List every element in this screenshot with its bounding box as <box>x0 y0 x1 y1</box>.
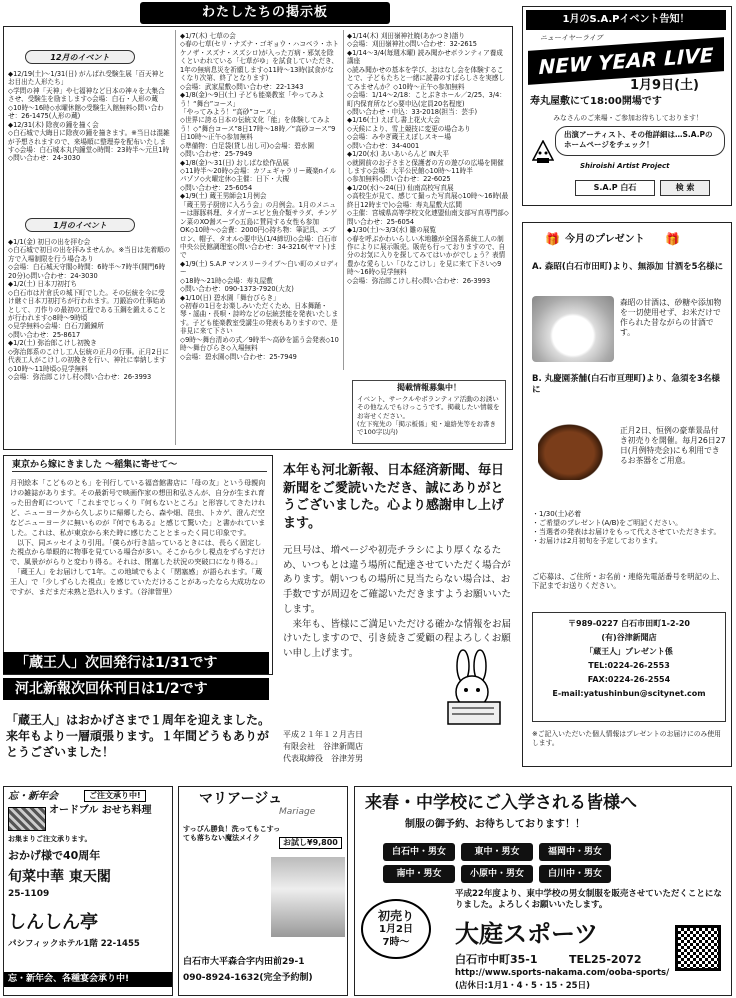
present-heading: 今月のプレゼント <box>565 234 645 245</box>
present-item-a-desc: 森昭の甘酒は、砂糖や添加物を一切使用せず、お米だけで作られた昔ながらの甘酒です。 <box>620 298 722 337</box>
board-title-text: わたしたちの掲示板 <box>201 4 328 20</box>
sap-venue: 寿丸屋敷にて18:00開場です <box>530 96 662 107</box>
greeting-rep: 代表取締役 谷津芳男 <box>283 754 363 763</box>
school-minami: 南中・男女 <box>383 865 455 883</box>
ad1-hotel: パシフィックホテル1階 22-1455 <box>8 939 140 949</box>
newspaper-rabbit-icon <box>438 648 508 728</box>
ad3-holiday: (店休日:1月1・4・5・15・25日) <box>455 981 590 991</box>
sap-logo-text: Shiroishi Artist Project <box>580 162 670 170</box>
january-events-col2: ◆1/7(木) 七草の会 ◇春の七草(セリ・ナズナ・ゴギョウ・ハコベラ・ホトケノザ・スズナ・スズシロ)が入った万病・邪気を除くといわれている「七草がゆ」を試食していただき、1年の無病息災を祈願します◇11時〜13時(試食がなくなり次第、終了となります) ◇会場：武家屋敷◇問い合わせ：22-1343 ◆1/8(金)〜9日(土) 子ども能楽教室「やってみよう！“舞台”コース」 「やってみよう！“高砂”コース」 ◇世界に誇る日本の伝統文化「能」を体験してみよう！◇“舞台コース”8日17時〜18時／“高砂コース”9日10時〜正午◇参加無料 ◇準備物：白足袋(貸し出し可)◇会場：碧水園 ◇問い合わせ：25-7949 ◆1/8(金)〜31(日) おしばな絵作品展 ◇11時半〜20時◇会場：カフェギャラリー蔵楽nイルパゾソ◇火曜定休◇主催：日下・大槻 ◇問い合わせ：25-6054 ◆1/9(土) 蔵王男師会1月例会 「蔵王男子厨房に入ろう会」の月例会。1月のメニューは豚豚料理、タイガーエビと魚介類サラダ、チンゲン菜のXO醤スープ◇五島に賛同する女性も参加OK◇10時〜◇会費：2000円◇持ち物：筆記具、エプロン、帽子、タオル◇要申込(1/4締切)◇会場：白石市中央公民館調理室◇問い合わせ：34-3216(ヤマト)まで ◆1/9(土) S.A.P マンスリーライブ〜白い町のメロディー ◇18時〜21時◇会場：寿丸屋敷 ◇問い合わせ：090-1373-7920(大友) ◆1/10(日) 碧水園「舞台びらき」 ◇初春の1日をお楽しみいただくため、日本舞踊・琴・謡曲・長唄・詩吟などの伝統芸能を発表いたします。子ども能楽教室受講生の発表もありますので、是非見に来て下さい ◇9時〜舞台清めの式／9時半〜高砂を謡う会発表◇10時〜舞台びらき◇入場無料 ◇会場：碧水園◇問い合わせ：25-7949 <box>180 32 340 361</box>
school-shirakawa: 白川中・男女 <box>539 865 611 883</box>
ad1-top: 忘・新年会 <box>8 791 58 802</box>
ad3-addr: 白石市中町35-1 <box>455 953 538 966</box>
ad1-tel: 25-1109 <box>8 889 50 899</box>
ad3-hatsu-time: 7時〜 <box>382 936 410 948</box>
recruit-box <box>352 380 506 444</box>
ad1-shop2: しんしん亭 <box>8 912 98 933</box>
kyusu-image <box>538 420 608 480</box>
holiday-band: 河北新報次回休刊日は1/2です <box>3 678 269 700</box>
greeting-body: 元旦号は、増ページや初売チラシにより厚くなるため、いつもとは違う場所に配達させていただく場合があります。朝いつもの場所に見当たらない場合は、お手数ですが周辺をご確認いただきますようお願いいたします。 来年も、皆様にご満足いただける確かな情報をお届けいたしますので、引き続きご愛顧の程よろしくお願い申し上げます。 <box>283 545 512 660</box>
ad1-footer: 忘・新年会、各種宴会承り中! <box>4 972 173 987</box>
ad2-catch: すっぴん勝負！洗ってもこすっても落ちない魔法メイク <box>183 825 281 842</box>
school-higashi: 東中・男女 <box>461 843 533 861</box>
present-item-b-desc: 正月2日、恒例の豪華景品付き初売りを開催。毎月26日27日(月例特売会)にも利用できるお茶器をご用意。 <box>620 426 726 465</box>
address-line-3: 「蔵王人」プレゼント係 <box>585 647 673 656</box>
ad3-hatsu-badge <box>361 899 431 959</box>
sap-bubble-text: 出演アーティスト、その他詳細は…S.A.Pのホームページをチェック！ <box>564 130 713 149</box>
recruit-title: 掲載情報募集中！ <box>397 383 461 392</box>
ad3-hatsu-date: 1月2日 <box>379 924 413 935</box>
present-gift-icon: 🎁 <box>545 232 560 246</box>
ad3-tel: TEL25-2072 <box>569 953 642 966</box>
december-heading: 12月のイベント <box>25 50 135 64</box>
sap-search-button[interactable]: 検 索 <box>660 180 710 196</box>
ad3-qr-code[interactable] <box>675 925 721 971</box>
ad1-osechi: オードブル おせち料理 <box>49 805 152 816</box>
january-heading: 1月のイベント <box>25 218 135 232</box>
school-fukuoka: 福岡中・男女 <box>539 843 611 861</box>
january-events-col3: ◆1/14(木) 刈田嶺神社暁(あかつき)詣り ◇会場：刈田嶺神社◇問い合わせ：32-2615 ◆1/14〜3/4(毎週木曜) 読み聞かせボランティア養成講座 ◇読み聞かせの基本を学び、おはなし会を体験することで、子どもたちと一緒に読書のすばらしさを実感してみませんか？◇10時〜正午◇参加無料 ◇会場：1/14〜2/18：ことぶきホール／2/25、3/4：町内保育所など◇要申込(定員20名程度) ◇問い合わせ・申込：33-2018(担当：芸手) ◆1/16(土) えぼし書上花火大会 ◇天候により、雪上競技に変更の場合あり ◇会場：みやぎ蔵王えぼしスキー場 ◇問い合わせ：34-4001 ◆1/20(水) あいあいらんど IN大平 ◇就園前のお子さまと保護者の方の遊びの広場を開催します◇会場：大平公民館◇10時〜11時半 ◇参加無料◇問い合わせ：22-6025 ◆1/20(水)〜24(日) 仙南高校写真展 ◇高校生が見て、感じて撮った写真展◇10時〜16時(最終日12時まで)◇会場：寿丸屋敷大広間 ◇主催：宮城県高等学校文化連盟仙南支部写真専門部◇問い合わせ：25-6054 ◆1/30(土)〜3/3(水) 雛の展覧 ◇春を呼ぶかわいらしい木地雛が全国各系統工人の制作によりに展示販売。販売も行っておりますので、自分のお気に入りを探してみてはいかがでしょう？表情豊かな愛らしい「ひなこけし」を見に来て下さい◇9時〜16時◇見学無料 ◇会場：弥治郎こけし村◇問い合わせ：26-3993 <box>347 32 509 285</box>
greeting-date: 平成２１年１２月吉日 <box>283 730 363 739</box>
ad3-url[interactable]: http://www.sports-nakama.com/ooba-sports/ <box>455 968 670 978</box>
address-line-4: TEL:0224-26-2553 <box>588 661 670 670</box>
ad-mariage <box>178 786 348 996</box>
address-line-1: 〒989-0227 白石市田町1-2-20 <box>568 619 690 628</box>
ad3-shop: 大庭スポーツ <box>455 920 599 948</box>
january-events-col1: ◆1/1(金) 初日の出を拝む会 ◇白石城で初日の出を拝みませんか。※当日は先着順の方で入場制限を行う場合あり ◇会場：白石城天守閣◇時間：6時半〜7時半(開門6時20分)◇問い合わせ：24-3030 ◆1/2(土) 日本刀初打ち ◇白石市は片倉氏の城下町でした。その伝統を今に受け継ぐ日本刀初打ちが行われます。刀鍛冶の仕事始めとして、刀作りの最初の工程である玉鋼を鍛えることが行われます◇8時〜9時頃 ◇見学無料◇会場：白石刀鍛錬所 ◇問い合わせ：25-8617 ◆1/2(土) 弥治郎こけし初挽き ◇弥治郎系のこけし工人伝統の正月の行事。正月2日に代表工人がこけしの初挽きを行い、神社に奉納します◇10時〜11時頃◇見学無料 ◇会場：弥治郎こけし村◇問い合わせ：26-3993 <box>8 238 171 381</box>
address-line-6[interactable]: E-mail:yatushinbun@scitynet.com <box>552 689 706 698</box>
present-address-box <box>532 612 726 722</box>
ad2-sub: Mariage <box>279 807 316 817</box>
ad2-name: マリアージュ <box>199 791 283 807</box>
ad2-face-image <box>271 857 345 937</box>
essay-body: 月刊絵本「こどものとも」を刊行している福音館書店に「母の友」という母親向けの雑誌があります。その最新号で映画作家の想田和弘さんが、自分が生まれ育った田舎町について「これまでじっくり『何もないところ』と形容してきたけれど、ニューヨークから久しぶりに帰郷したら、森や畑、昆虫、トカゲ、澄んだ空などニューヨークに無いものが『何でもある』と感じて驚いた」と書かれていました。これは、私が東京から来た時に感じたこととまったく同じ印象です。 以下、同エッセイより引用。「僕らが行き詰っているときには、長らく固定した視点から単眼的に物事を見ている場合が多い。そこから少し視点をずらすだけで、風景ががらりと変わり得る。それは、閉塞した状況の突破口になり得る。」 「蔵王人」をお届けして1年。この地域でもよく「閉塞感」が語られます。「蔵王人」で「少しずらした視点」を感じていただけることがあったなら大成功なのですが、まだまだ未熟と恐れ入ります。（谷津智里） <box>10 478 266 597</box>
present-item-b: B. 丸慶園茶舗(白石市亘理町)より、急須を3名様に <box>532 374 720 395</box>
present-gift-icon-2: 🎁 <box>665 232 680 246</box>
school-obara: 小原中・男女 <box>461 865 533 883</box>
next-issue-band: 「蔵王人」次回発行は1/31です <box>3 652 269 674</box>
ad-totenkaku <box>3 786 173 996</box>
amazake-image <box>532 296 614 362</box>
sap-bubble <box>555 126 725 156</box>
sap-date: 1月9日(土) <box>630 78 699 93</box>
address-line-5: FAX:0224-26-2554 <box>587 675 671 684</box>
address-line-2: (有)谷津新聞店 <box>601 633 657 642</box>
present-notes: ・1/30(土)必着 ・ご希望のプレゼント(A/B)をご明記ください。 ・当選者の発表はお届けをもって代えさせていただきます。 ・お届けは2月初旬を予定しております。 <box>532 510 721 545</box>
greeting-headline: 本年も河北新報、日本経済新聞、毎日新聞をご愛読いただき、誠にありがとうございました。心より感謝申し上げます。 <box>283 463 505 531</box>
ad3-note: 平成22年度より、東中学校の男女制服を販売させていただくことになりました。よろしくお願いいたします。 <box>455 889 722 910</box>
ad1-anniv: おかげ様で40周年 <box>8 849 101 862</box>
ad3-sub: 制服の御予約、お待ちしております！！ <box>405 819 585 830</box>
ad1-osechi-image <box>8 807 46 831</box>
ad3-title: 来春・中学校にご入学される皆様へ <box>365 793 637 813</box>
column-divider-2 <box>343 30 344 370</box>
ad3-hatsu: 初売り <box>377 909 414 923</box>
board-title <box>140 2 390 24</box>
essay-title: 東京から嫁にきました 〜稲集に寄せて〜 <box>12 460 267 472</box>
sap-mascot-icon <box>532 140 554 164</box>
new-year-live-banner: NEW YEAR LIVE <box>528 37 724 85</box>
ad2-price: お試し¥9,800 <box>279 837 342 849</box>
sap-header: 1月のS.A.Pイベント告知！ <box>526 10 726 30</box>
ad1-badge: ご注文承り中! <box>84 790 146 802</box>
greeting-company: 有限会社 谷津新聞店 <box>283 742 363 751</box>
ad1-shop: 旬菜中華 東天閣 <box>8 869 111 885</box>
present-item-a: A. 森昭(白石市田町)より、無添加 甘酒を5名様に <box>532 262 724 272</box>
column-divider-1 <box>175 30 176 445</box>
present-apply: ご応募は、ご住所・お名前・連絡先電話番号を明記の上、下記までお送りください。 <box>532 572 725 591</box>
present-privacy: ※ご記入いただいた個人情報はプレゼントのお届けにのみ使用します。 <box>532 730 721 747</box>
sap-note: みなさんのご来場・ご参加お待ちしております！ <box>553 114 703 122</box>
ad2-tel: 090-8924-1632(完全予約制) <box>183 973 313 983</box>
recruit-text: イベント、サークルやボランティア活動のお誘いその他なんでもけっこうです。掲載したい情報をお寄せください。 (左下宛先の「掲示板係」宛・連絡先等をお書きで100字以内) <box>357 395 500 437</box>
ad-ooba-sports <box>354 786 732 996</box>
ad2-address: 白石市大平森合字内田前29-1 <box>183 957 305 967</box>
anniversary-message: 「蔵王人」はおかげさまで１周年を迎えました。来年もより一層頑張ります。１年間どうもありがとうございました！ <box>6 713 271 760</box>
sap-subtitle: ニューイヤーライブ <box>540 34 603 42</box>
sap-search-field[interactable]: S.A.P 白石 <box>575 180 655 196</box>
school-shiroishi: 白石中・男女 <box>383 843 455 861</box>
ad1-line: お集まりご注文承ります。 <box>8 835 92 843</box>
december-events: ◆12/19(土)〜1/31(日) がんばれ受験生展「百天神とお目出た人形たち」 ◇学問の神「天神」や七福神など日本の神々を大集合させ、受験生を励まします◇会場：白石・人形の蔵◇10時〜16時◇水曜休館◇受験生入館無料◇問い合わせ：26-1475(人形の蔵) ◆12/31(木) 除夜の鐘を撞く会 ◇白石城で大晦日に除夜の鐘を撞きます。※当日は混雑が予想されますので、来場順に整理券を配布いたします◇会場：白石城本丸内鐘堂◇時間：23時半〜元旦1時◇問い合わせ：24-3030 <box>8 70 170 163</box>
